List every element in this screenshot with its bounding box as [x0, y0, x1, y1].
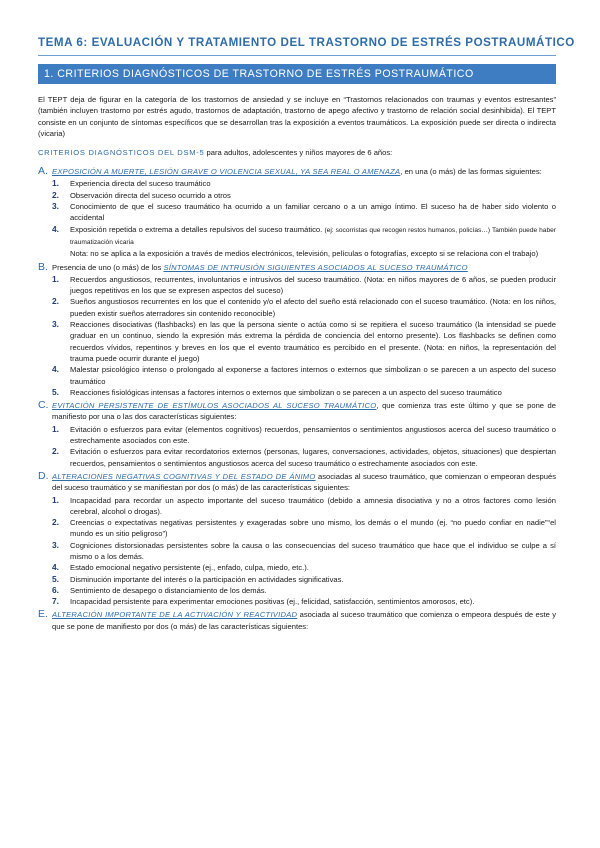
item-number: 5.	[52, 573, 59, 584]
item-text	[70, 574, 556, 585]
criterion-title: EVITACIÓN PERSISTENTE DE ESTÍMULOS ASOCIADOS AL SUCESO TRAUMÁTICO	[52, 401, 377, 411]
criteria-heading	[38, 148, 556, 157]
item-text	[70, 495, 556, 518]
document-title: TEMA 6: EVALUACIÓN Y TRATAMIENTO DEL TRASTORNO DE ESTRÉS POSTRAUMÁTICO	[38, 36, 575, 49]
criterion-text	[52, 471, 556, 494]
item-number: 4.	[52, 223, 59, 234]
item-text	[70, 517, 556, 540]
item-text	[70, 446, 556, 469]
item-text	[70, 201, 556, 224]
item-text	[70, 296, 556, 319]
item-number: 1.	[52, 273, 59, 284]
item-main: Incapacidad persistente para experimentar emociones positivas (ej., felicidad, satisfacción, sentimientos amorosos, etc).	[70, 597, 475, 607]
item-main: Reacciones fisiológicas intensas a factores internos o externos que simbolizan o se parecen a un aspecto del suceso traumático	[70, 387, 502, 397]
item-note: Nota: no se aplica a la exposición a través de medios electrónicos, televisión, películas o fotografías, excepto si se relaciona con el trabajo)	[70, 249, 539, 259]
list-item	[52, 517, 556, 540]
list-item	[52, 387, 556, 398]
criterion-letter: C.	[38, 399, 49, 412]
item-main: Estado emocional negativo persistente (ej., enfado, culpa, miedo, etc.).	[70, 563, 309, 573]
criterion-rest: , en una (o más) de las formas siguientes:	[400, 167, 542, 177]
list-item	[52, 364, 556, 387]
item-number: 1.	[52, 178, 59, 189]
item-number: 1.	[52, 423, 59, 434]
item-number: 7.	[52, 596, 59, 607]
item-main: Cogniciones distorsionadas persistentes sobre la causa o las consecuencias del suceso traumático que hace que el individuo se culpe a sí mismo o a los demás.	[70, 540, 556, 561]
item-number: 2.	[52, 446, 59, 457]
item-number: 5.	[52, 386, 59, 397]
item-main: Incapacidad para recordar un aspecto importante del suceso traumático (debido a amnesia disociativa y no a otros factores como lesión cerebral, alcohol o drogas).	[70, 495, 556, 516]
item-text	[70, 540, 556, 563]
item-number: 2.	[52, 189, 59, 200]
criterion-lead: Presencia de uno (o más) de los	[52, 262, 164, 272]
item-main: Observación directa del suceso ocurrido a otros	[70, 190, 231, 200]
item-text	[70, 364, 556, 387]
criterion-block	[38, 262, 556, 273]
list-item	[52, 596, 556, 607]
list-item	[52, 495, 556, 518]
criterion-rest: , que comienza tras este último y que se pone de manifiesto por una o las dos características siguientes:	[52, 401, 556, 422]
item-text	[70, 319, 556, 364]
item-main: Exposición repetida o extrema a detalles repulsivos del suceso traumático.	[70, 224, 325, 234]
item-main: Disminución importante del interés o la participación en actividades significativas.	[70, 574, 344, 584]
criterion-items	[52, 495, 556, 608]
item-main: Experiencia directa del suceso traumático	[70, 179, 211, 189]
criterion-text	[52, 609, 556, 632]
criterion-letter: E.	[38, 608, 48, 621]
item-number: 3.	[52, 201, 59, 212]
criterion-letter: A.	[38, 165, 48, 178]
item-text	[70, 585, 556, 596]
item-number: 1.	[52, 494, 59, 505]
item-main: Evitación o esfuerzos para evitar (elementos cognitivos) recuerdos, pensamientos o sentimientos angustiosos acerca del suceso traumático o estrechamente asociados con este.	[70, 424, 556, 446]
item-text	[70, 596, 556, 607]
list-item	[52, 424, 556, 447]
item-text	[70, 424, 556, 447]
list-item	[52, 274, 556, 297]
intro-paragraph: El TEPT deja de figurar en la categoría de los trastornos de ansiedad y se incluye en “Trastornos relacionados con traumas y eventos estresantes” (también incluyen trastorno por estrés agudo, trastornos de adaptación, trastorno de apego afectivo y trastorno de relación social desinhibida). El TEPT consiste en un conjunto de síntomas específicos que se desarrollan tras la exposición a eventos traumáticos. La exposición puede ser directa o indirecta (vicaria)	[38, 95, 556, 138]
title-divider	[38, 55, 556, 56]
criteria-label: CRITERIOS DIAGNÓSTICOS DEL DSM-5	[38, 148, 205, 158]
item-text	[70, 190, 556, 201]
item-main: Sentimiento de desapego o distanciamiento de los demás.	[70, 585, 267, 595]
item-number: 2.	[52, 296, 59, 307]
section-heading: 1. CRITERIOS DIAGNÓSTICOS DE TRASTORNO DE ESTRÉS POSTRAUMÁTICO	[38, 64, 556, 84]
list-item	[52, 190, 556, 201]
item-number: 4.	[52, 364, 59, 375]
item-main: Malestar psicológico intenso o prolongado al exponerse a factores internos o externos que simbolizan o se parecen a un aspecto del suceso traumático	[70, 365, 556, 386]
list-item	[52, 178, 556, 189]
criterion-block	[38, 166, 556, 177]
criterion-text	[52, 166, 556, 177]
criteria-list	[38, 166, 556, 632]
criterion-items	[52, 274, 556, 398]
criterion-items	[52, 178, 556, 259]
item-number: 2.	[52, 517, 59, 528]
criterion-text	[52, 262, 556, 273]
criterion-rest: asociadas al suceso traumático, que comienzan o empeoran después del suceso traumático y se manifiestan por dos (o más) de las características siguientes:	[52, 471, 557, 493]
item-main: Evitación o esfuerzos para evitar recordatorios externos (personas, lugares, conversaciones, actividades, objetos, situaciones) que despiertan recuerdos, pensamientos o sentimientos angustiosos acerca del suceso traumático o estrechamente asociados con este.	[70, 447, 556, 468]
item-text	[70, 274, 556, 297]
criterion-block	[38, 609, 556, 632]
item-text	[70, 178, 556, 189]
item-main: Conocimiento de que el suceso traumático ha ocurrido a un familiar cercano o a un amigo íntimo. El suceso ha de haber sido violento o accidental	[70, 202, 556, 223]
criterion-title: SÍNTOMAS DE INTRUSIÓN SIGUIENTES ASOCIADOS AL SUCESO TRAUMÁTICO	[163, 262, 468, 272]
list-item	[52, 585, 556, 596]
list-item	[52, 296, 556, 319]
item-text	[70, 224, 556, 260]
item-main: Sueños angustiosos recurrentes en los que el contenido y/o el afecto del sueño está relacionado con el suceso traumático. (Nota: en los niños, pueden existir sueños aterradores sin contenido reconocible)	[70, 297, 556, 318]
list-item	[52, 540, 556, 563]
criterion-text	[52, 400, 556, 423]
item-number: 6.	[52, 584, 59, 595]
list-item	[52, 201, 556, 224]
criterion-title: ALTERACIÓN IMPORTANTE DE LA ACTIVACIÓN Y REACTIVIDAD	[52, 610, 298, 620]
item-number: 3.	[52, 319, 59, 330]
item-number: 3.	[52, 539, 59, 550]
list-item	[52, 319, 556, 364]
criterion-items	[52, 424, 556, 469]
item-main: Creencias o expectativas negativas persistentes y exageradas sobre uno mismo, los demás o el mundo (ej. “no puedo confiar en nadie”“el mundo es un sitio peligroso”)	[70, 518, 556, 539]
item-example: (ej: socorristas que recogen restos humanos, policías…) También puede haber traumatización vicaria	[70, 226, 556, 246]
criterion-letter: D.	[38, 469, 49, 482]
criterion-title: EXPOSICIÓN A MUERTE, LESIÓN GRAVE O VIOLENCIA SEXUAL, YA SEA REAL O AMENAZA	[52, 167, 401, 177]
item-text	[70, 562, 556, 573]
item-main: Recuerdos angustiosos, recurrentes, involuntarios e intrusivos del suceso traumático. (Nota: en niños mayores de 6 años, se pueden producir juegos repetitivos en los que se expresen aspectos del suceso)	[70, 274, 556, 296]
criterion-block	[38, 400, 556, 423]
criteria-label-rest: para adultos, adolescentes y niños mayores de 6 años:	[204, 148, 393, 158]
item-text	[70, 387, 556, 398]
list-item	[52, 562, 556, 573]
criterion-block	[38, 471, 556, 494]
list-item	[52, 224, 556, 260]
list-item	[52, 446, 556, 469]
item-number: 4.	[52, 562, 59, 573]
list-item	[52, 574, 556, 585]
criterion-title: ALTERACIONES NEGATIVAS COGNITIVAS Y DEL ESTADO DE ÁNIMO	[52, 471, 316, 481]
criterion-rest: asociada al suceso traumático que comienza o empeora después de este y que se pone de manifiesto por dos (o más) de las características siguientes:	[52, 610, 557, 631]
criterion-letter: B.	[38, 260, 48, 273]
item-main: Reacciones disociativas (flashbacks) en las que la persona siente o actúa como si se repitiera el suceso traumático (la intensidad se puede graduar en un continuo, siendo la expresión más extrema la pérdida de conciencia del entorno presente). Los flashbacks se definen como recuerdos vívidos, repentinos y breves en los que el evento traumático es percibido en el presente. (Nota: en niños, la representación del trauma puede ocurrir durante el juego)	[70, 320, 556, 363]
